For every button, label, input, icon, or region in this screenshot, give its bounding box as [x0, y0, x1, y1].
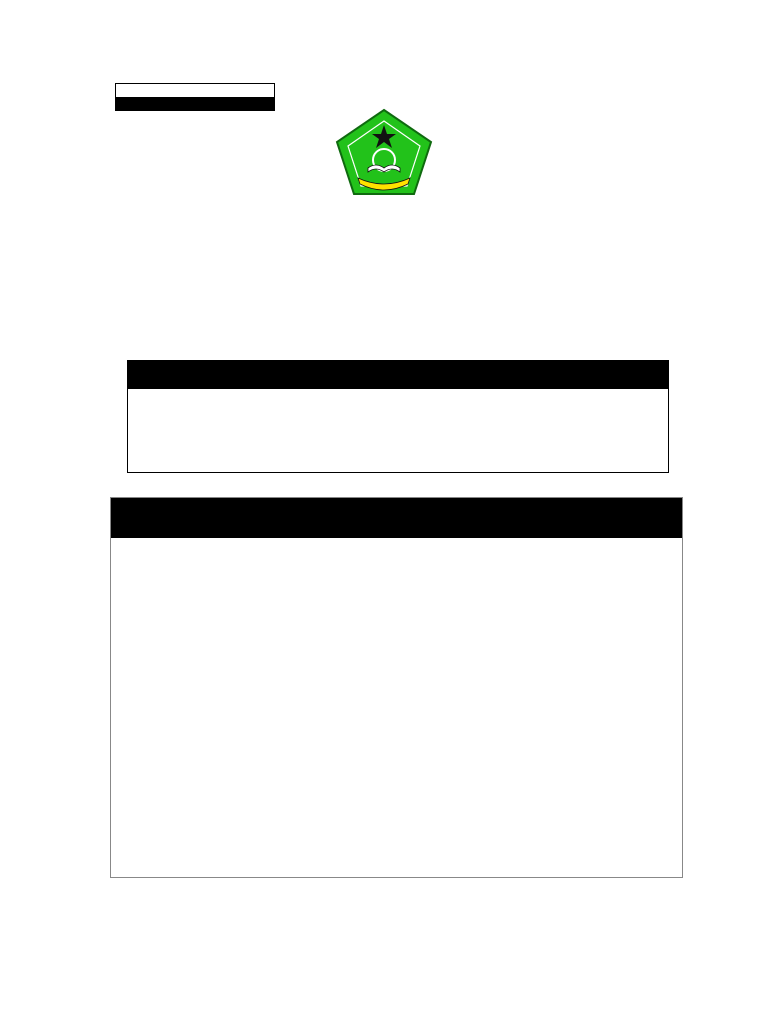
instructions-box	[110, 497, 683, 878]
document-classification-stamp	[115, 83, 275, 111]
ministry-emblem-logo	[334, 108, 434, 196]
exam-info-title	[128, 361, 668, 389]
exam-info-box	[127, 360, 669, 473]
instructions-title	[111, 498, 682, 538]
classification-line-1	[115, 83, 275, 98]
classification-line-2	[115, 98, 275, 111]
